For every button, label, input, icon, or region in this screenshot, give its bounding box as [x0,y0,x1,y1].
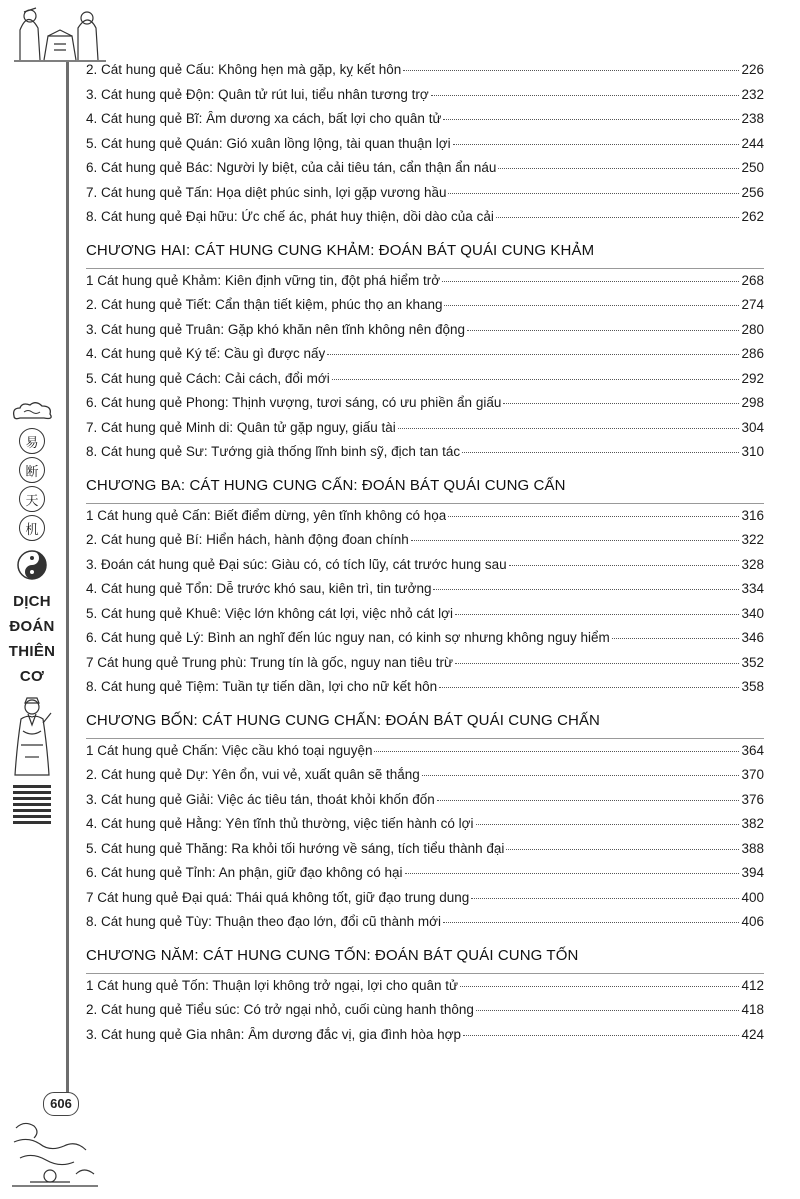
dot-leader [374,751,739,752]
side-title-line: ĐOÁN [9,618,55,635]
dot-leader [476,1010,740,1011]
chapter-heading: CHƯƠNG HAI: CÁT HUNG CUNG KHẢM: ĐOÁN BÁT QUÁI CUNG KHẢM [86,234,764,269]
toc-entry [86,322,764,347]
toc-entry [86,767,764,792]
dot-leader [332,379,740,380]
toc-entry-page: 316 [741,507,764,523]
toc-entry-page: 262 [741,209,764,224]
toc-entry-title: 1 Cát hung quẻ Khảm: Kiên định vững tin, đột phá hiểm trở [86,272,441,288]
toc-entry-title: 3. Cát hung quẻ Giải: Việc ác tiêu tán, thoát khỏi khốn đốn [86,791,435,807]
seal-char: 天 [19,486,45,512]
toc-entry-title: 3. Cát hung quẻ Truân: Gặp khó khăn nên tĩnh không nên động [86,321,466,337]
toc-entry-page: 424 [741,1026,764,1042]
toc-entry-page: 286 [741,346,764,361]
dot-leader [411,540,740,541]
dot-leader [471,898,739,899]
dot-leader [442,281,739,282]
toc-entry [86,185,764,210]
toc-entry-page: 238 [741,111,764,126]
toc-entry [86,792,764,817]
toc-entry-page: 244 [741,135,764,151]
toc-entry-page: 292 [741,370,764,386]
dot-leader [476,824,740,825]
toc-entry-page: 358 [741,679,764,694]
toc-entry-title: 6. Cát hung quẻ Bác: Người ly biệt, của cải tiêu tán, cẩn thận ẩn náu [86,160,497,175]
toc-entry-title: 4. Cát hung quẻ Ký tế: Cầu gì được nấy [86,346,326,361]
toc-entry-page: 346 [741,630,764,645]
toc-entry-page: 376 [741,791,764,807]
toc-entry-page: 268 [741,272,764,288]
toc-entry-title: 7. Cát hung quẻ Minh di: Quân tử gặp nguy, giấu tài [86,419,396,435]
toc-entry [86,1002,764,1027]
toc-entry-title: 1 Cát hung quẻ Cấn: Biết điểm dừng, yên tĩnh không có họa [86,507,447,523]
toc-entry [86,978,764,1003]
toc-entry-page: 304 [741,419,764,435]
toc-entry-title: 2. Cát hung quẻ Bí: Hiển hách, hành động đoan chính [86,532,409,547]
seal-char: 断 [19,457,45,483]
toc-entry-title: 2. Cát hung quẻ Dự: Yên ổn, vui vẻ, xuất quân sẽ thắng [86,767,420,782]
toc-entry-title: 6. Cát hung quẻ Phong: Thịnh vượng, tươi sáng, có ưu phiền ẩn giấu [86,395,502,410]
toc-entry-page: 412 [741,977,764,993]
toc-entry-page: 352 [741,654,764,670]
toc-entry-title: 5. Cát hung quẻ Thăng: Ra khỏi tối hướng về sáng, tích tiểu thành đại [86,840,505,856]
toc-entry-title: 6. Cát hung quẻ Lý: Bình an nghĩ đến lúc nguy nan, có kinh sợ nhưng không nguy hiểm [86,630,610,645]
side-book-title [4,589,60,689]
toc-entry-title: 3. Cát hung quẻ Gia nhân: Âm dương đắc vị, gia đình hòa hợp [86,1026,461,1042]
toc-entry-title: 3. Đoán cát hung quẻ Đại súc: Giàu có, có tích lũy, cát trước hung sau [86,556,507,572]
dot-leader [503,403,739,404]
dot-leader [443,922,740,923]
cloud-icon [10,400,54,422]
toc-entry [86,630,764,655]
toc-entry [86,160,764,185]
dot-leader [467,330,739,331]
toc-entry [86,62,764,87]
chapter-heading: CHƯƠNG BA: CÁT HUNG CUNG CẤN: ĐOÁN BÁT QUÁI CUNG CẤN [86,469,764,504]
chapter-heading: CHƯƠNG BỐN: CÁT HUNG CUNG CHẤN: ĐOÁN BÁT QUÁI CUNG CHẤN [86,704,764,739]
yin-yang-icon [16,549,48,581]
toc-entry-title: 7 Cát hung quẻ Trung phù: Trung tín là gốc, nguy nan tiêu trừ [86,654,454,670]
toc-entry-page: 328 [741,556,764,572]
side-title-line: THIÊN [8,643,56,660]
margin-rule [66,62,69,1102]
hexagram-icon [4,785,60,824]
sage-figure-illustration [9,695,55,779]
toc-entry-page: 310 [741,444,764,459]
dot-leader [462,452,739,453]
toc-entry [86,297,764,322]
toc-entry [86,420,764,445]
dot-leader [444,305,739,306]
toc-entry-page: 400 [741,889,764,905]
dot-leader [437,800,740,801]
dot-leader [403,70,739,71]
seal-characters [4,428,60,541]
toc-entry-title: 8. Cát hung quẻ Đại hữu: Ức chế ác, phát huy thiện, dồi dào của cải [86,209,494,224]
toc-entry [86,87,764,112]
toc-entry [86,865,764,890]
toc-entry [86,346,764,371]
toc-entry-title: 4. Cát hung quẻ Tổn: Dễ trước khó sau, kiên trì, tin tưởng [86,581,432,596]
toc-entry-title: 1 Cát hung quẻ Tốn: Thuận lợi không trở ngại, lợi cho quân tử [86,977,459,993]
toc-entry-page: 280 [741,321,764,337]
dot-leader [327,354,739,355]
toc-entry-title: 2. Cát hung quẻ Cấu: Không hẹn mà gặp, kỵ kết hôn [86,62,402,77]
toc-entry [86,371,764,396]
table-of-contents [86,62,764,1051]
toc-entry-page: 406 [741,914,764,929]
side-title-line: DỊCH [13,593,51,610]
toc-entry [86,841,764,866]
scholars-illustration [14,0,106,62]
toc-entry-page: 334 [741,581,764,596]
chapter-heading: CHƯƠNG NĂM: CÁT HUNG CUNG TỐN: ĐOÁN BÁT QUÁI CUNG TỐN [86,939,764,974]
toc-entry [86,136,764,161]
dot-leader [405,873,740,874]
dot-leader [455,614,739,615]
toc-entry [86,508,764,533]
toc-entry [86,679,764,704]
seal-char: 易 [19,428,45,454]
dot-leader [422,775,740,776]
toc-entry-title: 7. Cát hung quẻ Tấn: Họa diệt phúc sinh, lợi gặp vương hầu [86,184,447,200]
toc-entry [86,532,764,557]
side-title-line: CƠ [19,668,45,685]
toc-entry-page: 256 [741,184,764,200]
toc-entry [86,395,764,420]
dot-leader [460,986,739,987]
page-number: 606 [43,1092,79,1116]
toc-entry [86,914,764,939]
toc-entry-page: 226 [741,62,764,77]
toc-entry-page: 322 [741,532,764,547]
toc-entry-page: 298 [741,395,764,410]
dot-leader [455,663,739,664]
toc-entry-title: 2. Cát hung quẻ Tiểu súc: Có trở ngại nhỏ, cuối cùng hanh thông [86,1002,474,1017]
toc-entry-title: 1 Cát hung quẻ Chấn: Việc cầu khó toại nguyện [86,742,373,758]
toc-entry [86,581,764,606]
toc-entry [86,655,764,680]
dragon-illustration [10,1118,100,1188]
toc-entry [86,743,764,768]
toc-entry [86,606,764,631]
dot-leader [431,95,740,96]
dot-leader [443,119,739,120]
toc-entry-title: 8. Cát hung quẻ Sư: Tướng già thống lĩnh binh sỹ, địch tan tác [86,444,461,459]
toc-entry-title: 4. Cát hung quẻ Bĩ: Âm dương xa cách, bất lợi cho quân tử [86,111,442,126]
toc-entry [86,209,764,234]
toc-entry-title: 3. Cát hung quẻ Độn: Quân tử rút lui, tiểu nhân tương trợ [86,86,429,102]
dot-leader [506,849,739,850]
toc-entry-page: 274 [741,297,764,312]
toc-entry [86,1027,764,1052]
dot-leader [453,144,740,145]
toc-entry [86,444,764,469]
toc-entry-page: 388 [741,840,764,856]
toc-entry-page: 370 [741,767,764,782]
toc-entry-title: 5. Cát hung quẻ Quán: Gió xuân lồng lộng, tài quan thuận lợi [86,135,451,151]
toc-entry-title: 2. Cát hung quẻ Tiết: Cẩn thận tiết kiệm, phúc thọ an khang [86,297,443,312]
toc-entry-title: 8. Cát hung quẻ Tùy: Thuận theo đạo lớn, đổi cũ thành mới [86,914,441,929]
dot-leader [439,687,739,688]
toc-entry-title: 4. Cát hung quẻ Hằng: Yên tĩnh thủ thường, việc tiến hành có lợi [86,816,474,831]
toc-entry [86,111,764,136]
dot-leader [463,1035,739,1036]
toc-entry-page: 232 [741,86,764,102]
dot-leader [448,516,739,517]
side-decoration [4,400,60,824]
toc-entry-page: 394 [741,865,764,880]
dot-leader [498,168,739,169]
toc-entry-title: 5. Cát hung quẻ Khuê: Việc lớn không cát lợi, việc nhỏ cát lợi [86,605,454,621]
dot-leader [509,565,740,566]
dot-leader [433,589,739,590]
dot-leader [612,638,740,639]
toc-entry [86,890,764,915]
toc-entry-title: 7 Cát hung quẻ Đại quá: Thái quá không tốt, giữ đạo trung dung [86,889,470,905]
toc-entry-title: 8. Cát hung quẻ Tiệm: Tuần tự tiến dần, lợi cho nữ kết hôn [86,679,438,694]
toc-entry-page: 418 [741,1002,764,1017]
toc-entry-page: 364 [741,742,764,758]
toc-entry [86,557,764,582]
toc-entry-page: 382 [741,816,764,831]
dot-leader [448,193,739,194]
toc-entry-page: 340 [741,605,764,621]
dot-leader [496,217,740,218]
toc-entry-title: 5. Cát hung quẻ Cách: Cải cách, đổi mới [86,370,330,386]
dot-leader [398,428,740,429]
toc-entry-title: 6. Cát hung quẻ Tỉnh: An phận, giữ đạo không có hại [86,865,403,880]
toc-entry [86,273,764,298]
seal-char: 机 [19,515,45,541]
toc-entry-page: 250 [741,160,764,175]
toc-entry [86,816,764,841]
